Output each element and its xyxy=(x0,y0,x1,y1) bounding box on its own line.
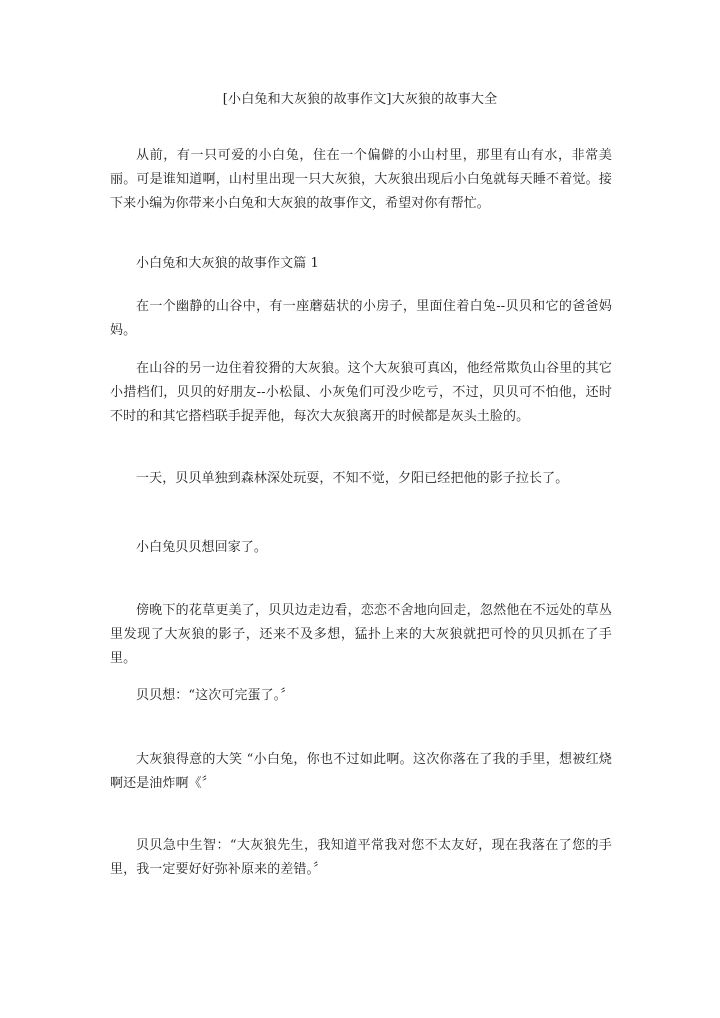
story-paragraph: 傍晚下的花草更美了，贝贝边走边看，恋恋不舍地向回走，忽然他在不远处的草丛里发现了大灰狼的影子，还来不及多想，猛扑上来的大灰狼就把可怜的贝贝抓在了手里。 xyxy=(110,603,612,666)
story-paragraph: 贝贝急中生智：“大灰狼先生，我知道平常我对您不太友好，现在我落在了您的手里，我一定要好好弥补原来的差错。〞 xyxy=(110,838,612,877)
section-heading: 小白兔和大灰狼的故事作文篇 1 xyxy=(136,256,319,271)
document-title: [小白兔和大灰狼的故事作文]大灰狼的故事大全 xyxy=(222,92,498,107)
story-paragraph: 在一个幽静的山谷中，有一座蘑菇状的小房子，里面住着白兔--贝贝和它的爸爸妈妈。 xyxy=(110,299,612,338)
story-paragraph: 小白兔贝贝想回家了。 xyxy=(136,540,268,555)
story-paragraph: 在山谷的另一边住着狡猾的大灰狼。这个大灰狼可真凶，他经常欺负山谷里的其它小措档们，贝贝的好朋友--小松鼠、小灰兔们可没少吃亏，不过，贝贝可不怕他，还时不时的和其它搭档联手捉弄他，每次大灰狼离开的时候都是灰头土脸的。 xyxy=(110,361,612,424)
intro-paragraph: 从前，有一只可爱的小白兔，住在一个偏僻的小山村里，那里有山有水，非常美丽。可是谁知道啊，山村里出现一只大灰狼，大灰狼出现后小白兔就每天睡不着觉。接下来小编为你带来小白兔和大灰狼的故事作文，希望对你有帮忙。 xyxy=(110,148,612,211)
story-paragraph: 一天，贝贝单独到森林深处玩耍，不知不觉，夕阳已经把他的影子拉长了。 xyxy=(136,471,569,486)
story-paragraph: 大灰狼得意的大笑 “小白兔，你也不过如此啊。这次你落在了我的手里，想被红烧啊还是油炸啊《〞 xyxy=(110,752,612,791)
story-paragraph: 贝贝想：“这次可完蛋了。〞 xyxy=(136,688,294,703)
